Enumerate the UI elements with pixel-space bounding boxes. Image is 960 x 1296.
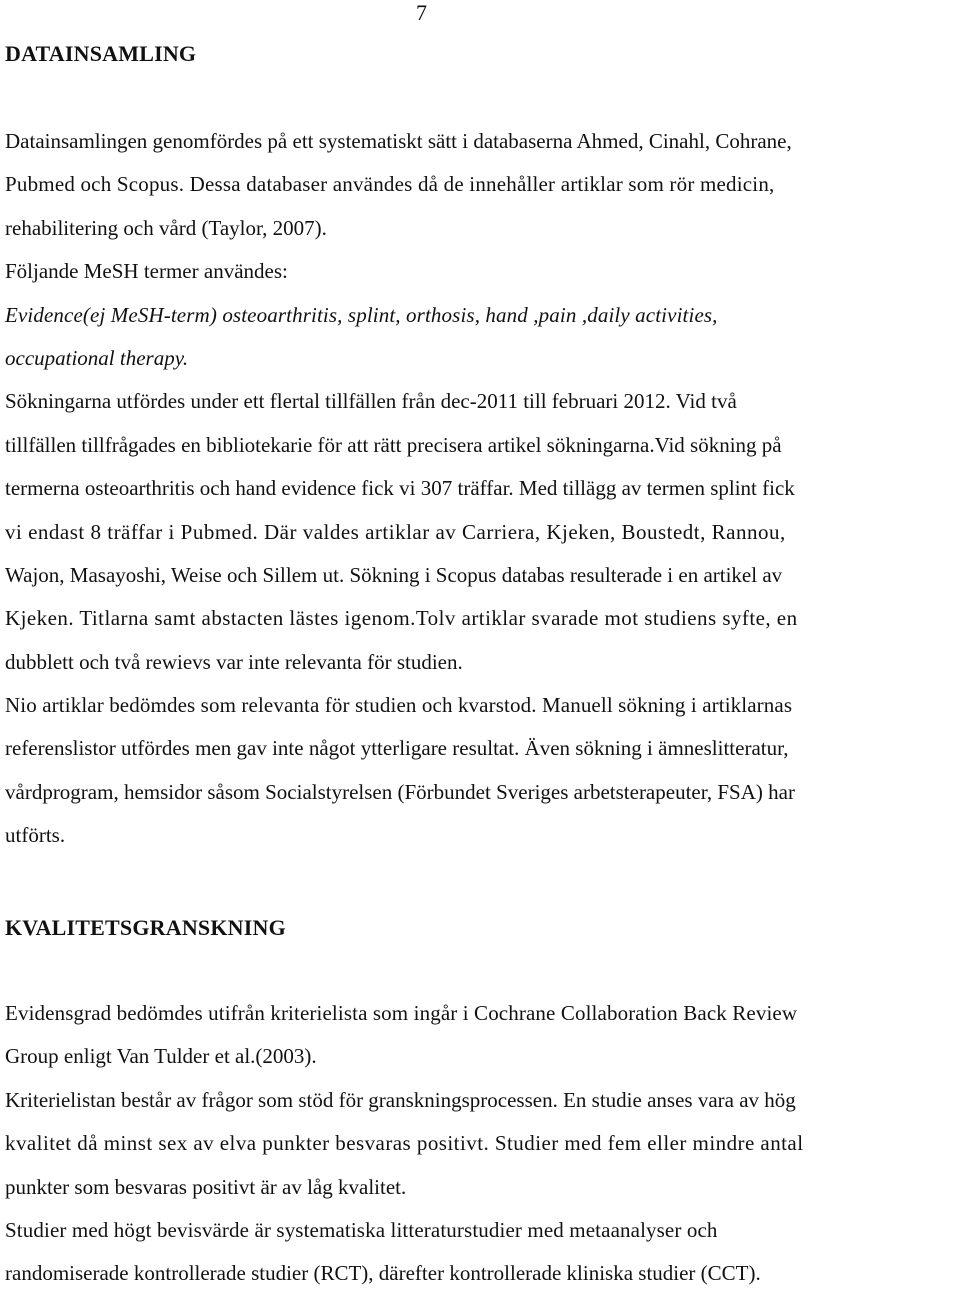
paragraph-line: Följande MeSH termer användes: [5,259,288,284]
paragraph-line: Group enligt Van Tulder et al.(2003). [5,1044,317,1069]
paragraph-line: referenslistor utfördes men gav inte något ytterligare resultat. Även sökning i ämneslitteratur, [5,736,789,761]
paragraph-line: Pubmed och Scopus. Dessa databaser användes då de innehåller artiklar som rör medicin, [5,172,775,197]
section-body-datainsamling [5,120,955,858]
section-body-kvalitetsgranskning [5,992,955,1296]
paragraph-line: dubblett och två rewievs var inte relevanta för studien. [5,649,463,674]
paragraph-line: punkter som besvaras positivt är av låg kvalitet. [5,1174,407,1199]
paragraph-line: rehabilitering och vård (Taylor, 2007). [5,215,327,240]
section-heading-datainsamling: DATAINSAMLING [5,41,197,66]
paragraph-line: Studier med högt bevisvärde är systematiska litteraturstudier med metaanalyser och [5,1217,718,1242]
mesh-terms-line: occupational therapy. [5,345,189,370]
page-number: 7 [416,0,427,25]
paragraph-line: Kriterielistan består av frågor som stöd för granskningsprocessen. En studie anses vara av hög [5,1087,796,1112]
mesh-terms-line: Evidence(ej MeSH-term) osteoarthritis, splint, orthosis, hand ,pain ,daily activities, [5,302,718,327]
paragraph-line: Kjeken. Titlarna samt abstacten lästes igenom.Tolv artiklar svarade mot studiens syfte, en [5,606,798,631]
paragraph-line: vi endast 8 träffar i Pubmed. Där valdes artiklar av Carriera, Kjeken, Boustedt, Rannou, [5,519,786,544]
paragraph-line: Evidensgrad bedömdes utifrån kriterielista som ingår i Cochrane Collaboration Back Review [5,1001,798,1025]
paragraph-line: Nio artiklar bedömdes som relevanta för studien och kvarstod. Manuell sökning i artiklarnas [5,693,793,718]
paragraph-line: tillfällen tillfrågades en bibliotekarie för att rätt precisera artikel sökningarna.Vid sökning på [5,432,782,457]
paragraph-line: Wajon, Masayoshi, Weise och Sillem ut. Sökning i Scopus databas resulterade i en artikel av [5,562,783,587]
paragraph-line: Datainsamlingen genomfördes på ett systematiskt sätt i databaserna Ahmed, Cinahl, Cohrane, [5,129,792,153]
paragraph-line: randomiserade kontrollerade studier (RCT), därefter kontrollerade kliniska studier (CCT). [5,1261,761,1286]
paragraph-line: kvalitet då minst sex av elva punkter besvaras positivt. Studier med fem eller mindre antal [5,1131,804,1156]
paragraph-line: vårdprogram, hemsidor såsom Socialstyrelsen (Förbundet Sveriges arbetsterapeuter, FSA) har [5,779,795,804]
paragraph-line: utförts. [5,823,66,848]
paragraph-line: termerna osteoarthritis och hand evidence fick vi 307 träffar. Med tillägg av termen splint fick [5,476,795,501]
paragraph-line: Sökningarna utfördes under ett flertal tillfällen från dec-2011 till februari 2012. Vid två [5,389,737,414]
section-heading-kvalitetsgranskning: KVALITETSGRANSKNING [5,915,286,940]
